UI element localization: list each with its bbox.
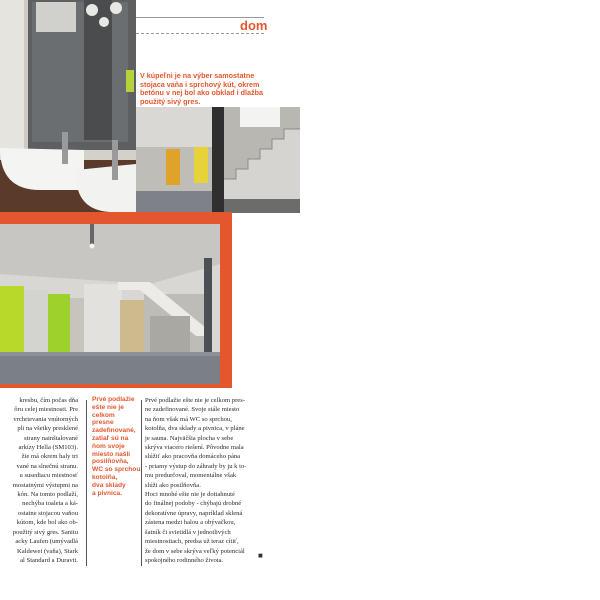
text-line: slúžiť ako pracovňa domáceho pána — [145, 453, 241, 461]
body-column-3 — [145, 396, 270, 565]
photo-caption — [140, 72, 275, 106]
pull-quote-line: celkom — [92, 411, 115, 419]
caption-line: V kúpeľni je na výber samostatne — [140, 71, 255, 80]
text-line: al Standard a Duravit. — [20, 556, 78, 564]
text-line: skrýva viacero riešení. Pôvodne mala — [145, 444, 244, 452]
section-label: dom — [240, 18, 268, 33]
caption-line: použitý sivý gres. — [140, 96, 201, 106]
header-dashed-rule — [136, 33, 264, 34]
pull-quote-line: presne — [92, 419, 114, 427]
text-line: do finálnej podoby - chýbajú drobné — [145, 500, 242, 508]
text-line: kútom, kde bol ako ob- — [16, 519, 78, 527]
text-line: kón. Na tomto podlaží, — [17, 491, 78, 499]
text-line: dekoratívne úpravy, napríklad sklená — [145, 509, 243, 517]
pull-quote-line: WC so sprchou, — [92, 466, 143, 474]
pull-quote-line: a pivnica. — [92, 489, 123, 497]
text-line: strany nainštalované — [23, 434, 78, 442]
text-line: miestnostiach, predsa už teraz cítiť, — [145, 538, 239, 546]
caption-line: stojaca vaňa i sprchový kút, okrem — [140, 79, 260, 89]
text-line: - priamy výstup do záhrady by ju k to- — [145, 462, 247, 470]
text-line: kresbu, čím počas dňa — [19, 397, 78, 404]
end-of-article-mark: ■ — [258, 551, 263, 560]
pull-quote-line: zatiaľ sú na — [92, 434, 129, 442]
pull-quote-line: kotolňa, — [92, 473, 118, 481]
text-line: mostatnými výstupmi na — [12, 481, 78, 489]
column-divider — [86, 400, 87, 566]
body-column-1 — [0, 396, 78, 565]
text-line: slúži ako posilňovňa. — [145, 481, 201, 489]
text-line: použitý sivý gres. Sanitu — [12, 528, 78, 536]
text-line: mu predurčoval, momentálne však — [145, 472, 237, 480]
text-line: Kaldewei (vaňa), Stark — [17, 547, 78, 555]
text-line: Prvé podlažie ešte nie je celkom pres- — [145, 397, 245, 404]
text-line: na ňom však má WC so sprchou, — [145, 415, 232, 423]
text-line: nechýba toaleta a ká- — [22, 500, 78, 508]
text-line: Hoci mnohé ešte nie je dotiahnuté — [145, 491, 235, 499]
text-line: šatník či svietidlá v jednotlivých — [145, 528, 231, 536]
interior-photo — [0, 224, 220, 384]
text-line: je sauna. Najväčšia plocha v sebe — [145, 434, 234, 442]
text-line: ostatne stojacou vaňou — [17, 509, 78, 517]
bathroom-photo — [0, 0, 136, 212]
text-line: vrchrievania vnútorných — [13, 415, 78, 423]
column-divider — [141, 400, 142, 566]
text-line: ne zadefinované. Svoje stále miesto — [145, 406, 240, 414]
pull-quote-line: zadefinované, — [92, 427, 136, 435]
text-line: spokojného rodinného života. — [145, 556, 224, 564]
caption-line: betónu v nej bol ako obklad i dlažba — [140, 88, 264, 98]
text-line: arkízy Hella (SM103). — [18, 444, 78, 452]
text-line: acky Laufen (umývadlá — [15, 538, 78, 546]
pull-quote-line: Prvé podlažie — [92, 396, 135, 403]
pull-quote-line: ňom svoje — [92, 442, 125, 450]
text-line: ôru celej miestnosti. Pre — [14, 406, 78, 414]
text-line: kotolňa, dva sklady a pivnica, v pláne — [145, 425, 245, 433]
text-line: žie má okrem haly tri — [21, 453, 78, 461]
pull-quote-line: dva sklady — [92, 481, 126, 489]
text-line: zástena medzi halou a obývačkou, — [145, 519, 236, 527]
text-line: u susediacu miestnosť — [19, 472, 78, 480]
pull-quote-line: posilňovňa, — [92, 458, 129, 466]
text-line: že dom v sebe skrýva veľký potenciál — [145, 547, 245, 555]
text-line: vané na slnečnú stranu. — [16, 462, 78, 470]
pull-quote-line: ešte nie je — [92, 403, 124, 411]
text-line: pli na všetky presklené — [17, 425, 78, 433]
pull-quote-line: miesto našli — [92, 450, 131, 458]
pull-quote — [92, 396, 144, 497]
staircase-photo — [136, 107, 300, 213]
